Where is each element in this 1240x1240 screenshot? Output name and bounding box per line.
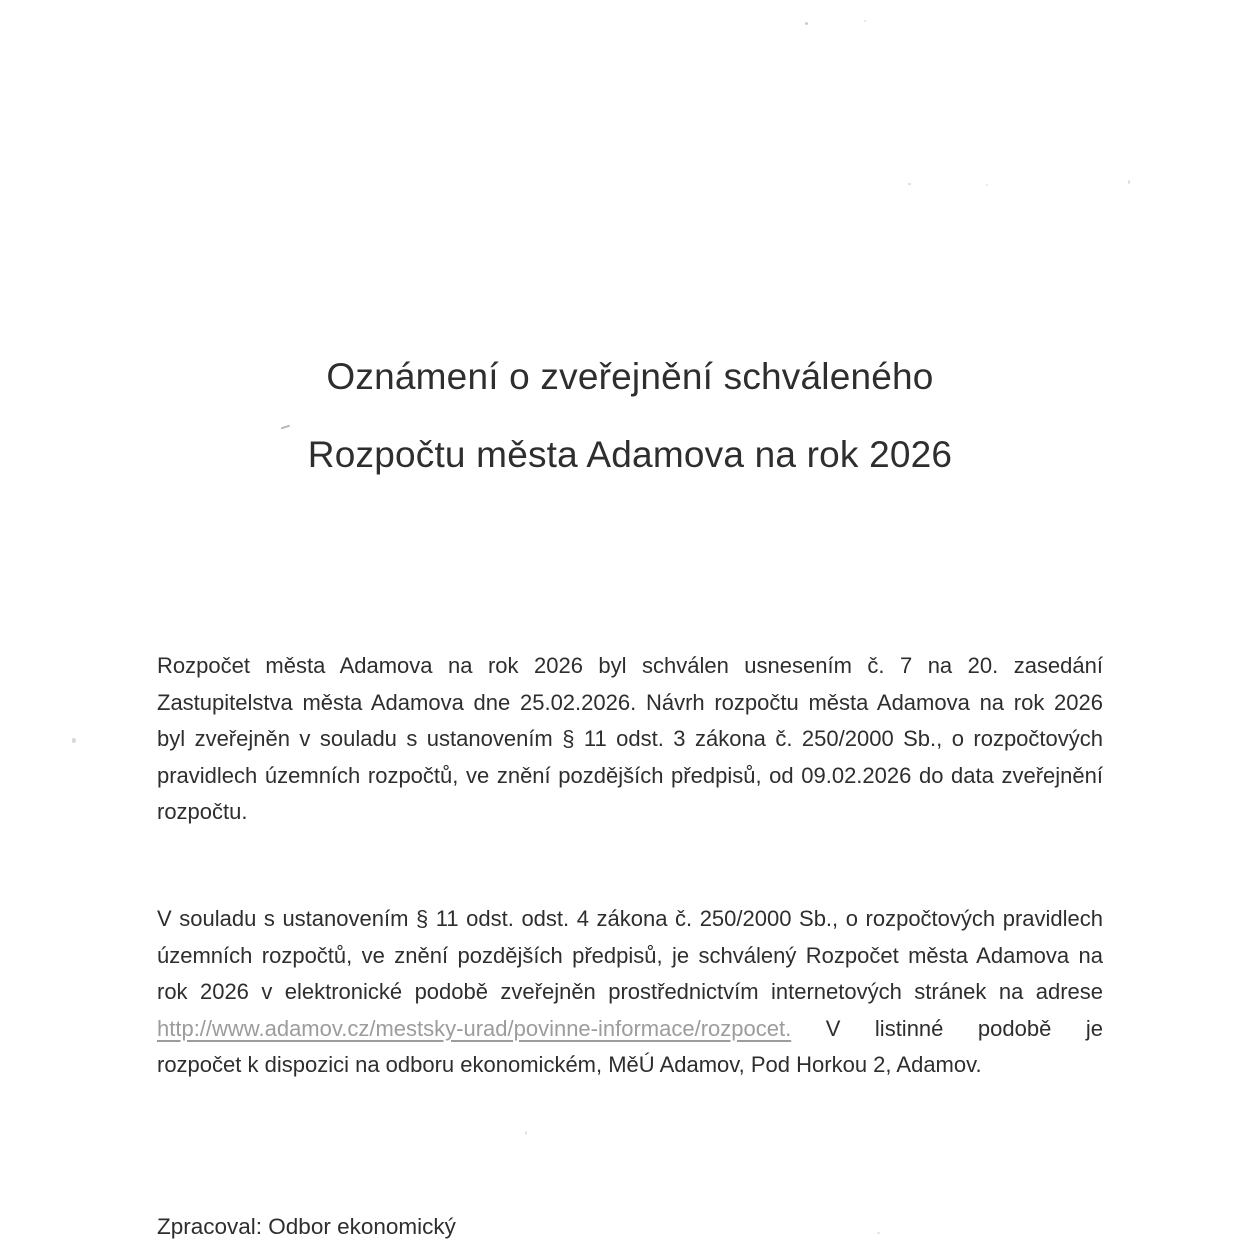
paragraph-line: byl zveřejněn v souladu s ustanovením § 11 odst. 3 zákona č. 250/2000 Sb., o rozpočtových bbox=[157, 726, 1103, 752]
scan-speck bbox=[908, 183, 911, 185]
paragraph-electronic-publication bbox=[157, 901, 1103, 1084]
paragraph-line-after-link: V listinné podobě je bbox=[825, 1015, 1103, 1041]
paragraph-line: V souladu s ustanovením § 11 odst. odst. 4 zákona č. 250/2000 Sb., o rozpočtových pravidlech bbox=[157, 906, 1103, 931]
scan-speck bbox=[525, 1131, 527, 1135]
paragraph-line: rozpočtu. bbox=[157, 799, 248, 825]
paragraph-line: pravidlech územních rozpočtů, ve znění pozdějších předpisů, od 09.02.2026 do data zveřejnění bbox=[157, 762, 1103, 788]
paragraph-line-with-link bbox=[157, 1011, 1103, 1048]
paragraph-line: Zastupitelstva města Adamova dne 25.02.2026. Návrh rozpočtu města Adamova na rok 2026 bbox=[157, 689, 1103, 715]
document-title bbox=[157, 338, 1103, 494]
budget-url-link[interactable]: http://www.adamov.cz/mestsky-urad/povinne-informace/rozpocet. bbox=[157, 1015, 792, 1041]
prepared-by-line: Zpracoval: Odbor ekonomický bbox=[157, 1214, 456, 1239]
scan-speck bbox=[1128, 180, 1130, 184]
scan-speck bbox=[864, 20, 866, 22]
scan-speck bbox=[877, 1232, 880, 1234]
scan-speck bbox=[72, 738, 76, 743]
paragraph-budget-approval bbox=[157, 648, 1103, 831]
paragraph-line: rozpočet k dispozici na odboru ekonomickém, MěÚ Adamov, Pod Horkou 2, Adamov. bbox=[157, 1052, 982, 1078]
document-title-line-2: Rozpočtu města Adamova na rok 2026 bbox=[307, 434, 953, 475]
paragraph-line: rok 2026 v elektronické podobě zveřejněn prostřednictvím internetových stránek na adrese bbox=[157, 979, 1103, 1005]
paragraph-line: územních rozpočtů, ve znění pozdějších předpisů, je schválený Rozpočet města Adamova na bbox=[157, 942, 1103, 968]
scan-speck bbox=[805, 22, 808, 25]
paragraph-line: Rozpočet města Adamova na rok 2026 byl schválen usnesením č. 7 na 20. zasedání bbox=[157, 653, 1103, 678]
document-title-line-1: Oznámení o zveřejnění schváleného bbox=[326, 356, 934, 397]
scan-speck bbox=[986, 184, 988, 186]
